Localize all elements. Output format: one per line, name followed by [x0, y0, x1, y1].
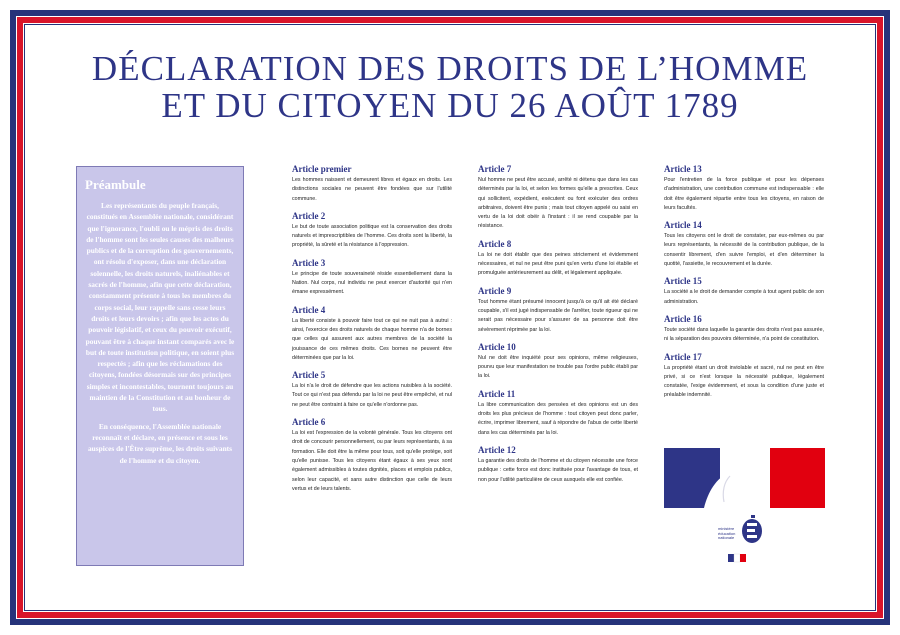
article-4 [292, 305, 452, 363]
marianne-icon [664, 448, 825, 508]
article-16 [664, 314, 824, 345]
marianne-logo [664, 448, 825, 508]
article-text: La propriété étant un droit inviolable et sacré, nul ne peut en être privé, si ce n'est lorsque la nécessité publique, légalement constatée, l'exige évidemment, et sous la condition d'une juste et préalable indemnité. [664, 364, 824, 399]
article-8 [478, 239, 638, 279]
article-title: Article 6 [292, 417, 326, 428]
article-title: Article 17 [664, 351, 702, 362]
ministry-label [718, 527, 735, 541]
article-10 [478, 342, 638, 382]
article-text: La garantie des droits de l'homme et du citoyen nécessite une force publique : cette force est donc instituée pour l'avantage de tous, et non pour l'utilité particulière de ceux auxquels elle est confiée. [478, 457, 638, 483]
article-title: Article premier [292, 164, 352, 174]
article-15 [664, 276, 824, 307]
article-1 [292, 164, 452, 204]
preamble-box [76, 166, 244, 566]
article-title: Article 7 [478, 164, 512, 174]
article-text: Tout homme étant présumé innocent jusqu'à ce qu'il ait été déclaré coupable, s'il est jugé indispensable de l'arrêter, toute rigueur qui ne serait pas nécessaire pour s'assurer de sa personne doit être sévèrement réprimée par la loi. [478, 298, 638, 333]
article-text: Le principe de toute souveraineté réside essentiellement dans la Nation. Nul corps, nul individu ne peut exercer d'autorité qui n'en émane expressément. [292, 270, 452, 296]
article-7 [478, 164, 638, 232]
article-text: La société a le droit de demander compte à tout agent public de son administration. [664, 289, 824, 305]
article-text: La libre communication des pensées et des opinions est un des droits les plus précieux de l'homme : tout citoyen peut donc parler, écrire, imprimer librement, sauf à répondre de l'abus de cette liberté dans les cas déterminés par la loi. [478, 401, 638, 436]
ministry-line-3: nationale [718, 535, 735, 540]
article-13 [664, 164, 824, 213]
article-6 [292, 417, 452, 494]
article-title: Article 9 [478, 285, 512, 296]
article-title: Article 14 [664, 220, 702, 231]
article-text: La loi ne doit établir que des peines strictement et évidemment nécessaires, et nul ne peut être puni qu'en vertu d'une loi établie et promulguée antérieurement au délit, et légalement appliquée. [478, 251, 638, 277]
ministry-line-1: ministère [718, 526, 735, 531]
article-text: Pour l'entretien de la force publique et pour les dépenses d'administration, une contribution commune est indispensable : elle doit être également répartie entre tous les citoyens, en raison de leurs facultés. [664, 177, 824, 211]
preamble-paragraph-1: Les représentants du peuple français, constitués en Assemblée nationale, considérant que l'ignorance, l'oubli ou le mépris des droits de l'homme sont les seules causes des malheurs publics et de la corruption des gouvernements, ont résolu d'exposer, dans une déclaration solennelle, les droits naturels, inaliénables et sacrés de l'homme, afin que cette déclaration, constamment présente à tous les membres du corps social, leur rappelle sans cesse leurs droits et leurs devoirs ; afin que les actes du pouvoir législatif, et ceux du pouvoir exécutif, pouvant être à chaque instant comparés avec le but de toute institution politique, en soient plus respectés ; afin que les réclamations des citoyens, fondées désormais sur des principes simples et incontestables, tournent toujours au maintien de la Constitution et au bonheur de tous. [85, 201, 235, 414]
article-5 [292, 370, 452, 410]
article-12 [478, 445, 638, 485]
article-11 [478, 389, 638, 438]
article-title: Article 5 [292, 370, 326, 381]
article-title: Article 10 [478, 341, 516, 352]
article-text: Nul homme ne peut être accusé, arrêté ni détenu que dans les cas déterminés par la loi, et selon les formes qu'elle a prescrites. Ceux qui sollicitent, expédient, exécutent ou font exécuter des ordres arbitraires, doivent être punis ; mais tout citoyen appelé ou saisi en vertu de la loi doit obéir à l'instant : il se rend coupable par la résistance. [478, 177, 638, 230]
article-title: Article 3 [292, 257, 326, 268]
article-title: Article 8 [478, 238, 512, 249]
article-text: Les hommes naissent et demeurent libres et égaux en droits. Les distinctions sociales ne peuvent être fondées que sur l'utilité commune. [292, 177, 452, 202]
article-3 [292, 258, 452, 298]
article-17 [664, 352, 824, 401]
article-14 [664, 220, 824, 269]
page-title [40, 50, 860, 124]
article-9 [478, 286, 638, 335]
article-text: Nul ne doit être inquiété pour ses opinions, même religieuses, pourvu que leur manifestation ne trouble pas l'ordre public établi par la loi. [478, 354, 638, 380]
article-text: Tous les citoyens ont le droit de constater, par eux-mêmes ou par leurs représentants, la nécessité de la contribution publique, de la consentir librement, d'en suivre l'emploi, et d'en déterminer la quotité, l'assiette, le recouvrement et la durée. [664, 233, 824, 268]
article-text: Le but de toute association politique est la conservation des droits naturels et imprescriptibles de l'homme. Ces droits sont la liberté, la propriété, la sûreté et la résistance à l'oppression. [292, 223, 452, 249]
article-title: Article 12 [478, 444, 516, 455]
article-title: Article 16 [664, 313, 702, 324]
article-title: Article 15 [664, 276, 702, 287]
education-logo [718, 514, 778, 570]
preamble-paragraph-2: En conséquence, l'Assemblée nationale reconnaît et déclare, en présence et sous les auspices de l'Être suprême, les droits suivants de l'homme et du citoyen. [87, 421, 233, 465]
article-title: Article 4 [292, 304, 326, 315]
article-text: La loi n'a le droit de défendre que les actions nuisibles à la société. Tout ce qui n'est pas défendu par la loi ne peut être empêché, et nul ne peut être contraint à faire ce qu'elle n'ordonne pas. [292, 383, 452, 408]
preamble-heading: Préambule [85, 177, 146, 192]
article-title: Article 11 [478, 388, 516, 399]
article-title: Article 13 [664, 164, 702, 174]
title-line-1: DÉCLARATION DES DROITS DE L’HOMME [91, 49, 809, 88]
article-title: Article 2 [292, 210, 326, 221]
articles-column-2 [478, 164, 638, 492]
article-text: Toute société dans laquelle la garantie des droits n'est pas assurée, ni la séparation des pouvoirs déterminée, n'a point de constitution. [664, 326, 824, 343]
article-2 [292, 211, 452, 251]
articles-column-3 [664, 164, 824, 408]
article-text: La liberté consiste à pouvoir faire tout ce qui ne nuit pas à autrui : ainsi, l'exercice des droits naturels de chaque homme n'a de bornes que celles qui assurent aux autres membres de la société la jouissance de ces mêmes droits. Ces bornes ne peuvent être déterminées que par la loi. [292, 317, 452, 361]
article-text: La loi est l'expression de la volonté générale. Tous les citoyens ont droit de concourir personnellement, ou par leurs représentants, à sa formation. Elle doit être la même pour tous, soit qu'elle protège, soit qu'elle punisse. Tous les citoyens étant égaux à ses yeux sont également admissibles à toutes dignités, places et emplois publics, selon leur capacité, et sans autre distinction que celle de leurs vertus et de leurs talents. [292, 430, 452, 492]
title-line-2: ET DU CITOYEN DU 26 AOÛT 1789 [161, 86, 739, 125]
ministry-e-icon [718, 514, 778, 570]
ministry-line-2: éducation [718, 530, 736, 536]
articles-column-1 [292, 164, 452, 501]
